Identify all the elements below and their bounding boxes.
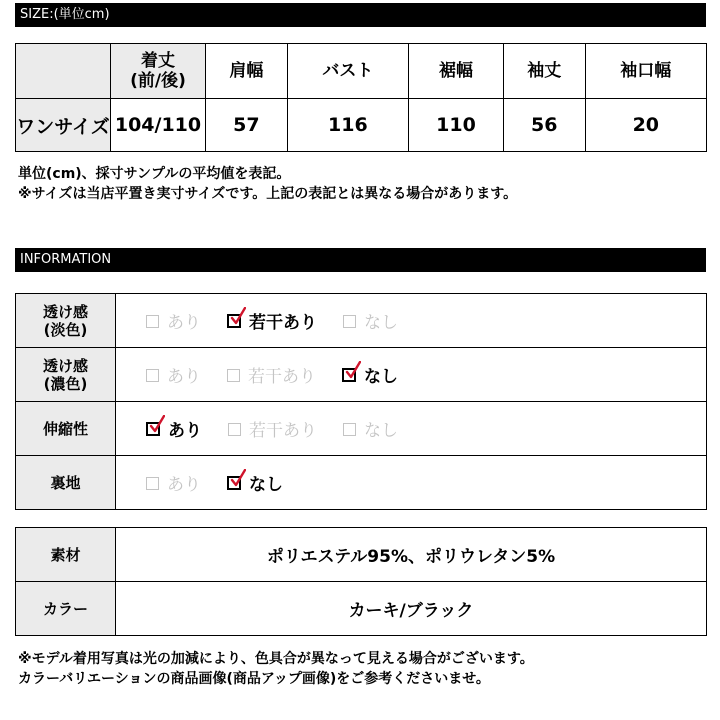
info-option-label: なし [249,475,283,495]
size-header-cell: 着丈 (前/後) [111,44,206,99]
info-option [227,362,316,387]
size-note-line: 単位(cm)、採寸サンプルの平均値を表記。 [18,166,291,182]
size-table-header-row [16,44,707,99]
info-option [146,416,202,441]
info-table [15,293,707,510]
info-option-label: なし [364,313,398,333]
footer-note-line: カラーバリエーションの商品画像(商品アップ画像)をご参考くださいませ。 [18,671,490,687]
footer-note-line: ※モデル着用写真は光の加減により、色具合が異なって見える場合がございます。 [18,651,534,667]
material-label: 素材 [16,528,116,582]
info-option-label: あり [167,313,201,333]
size-header-cell: 袖口幅 [585,44,706,99]
info-option-label: 若干あり [248,367,316,387]
size-notes [18,164,517,204]
empty-checkbox-icon [146,369,159,382]
info-option [343,416,398,441]
size-header-cell: 肩幅 [206,44,288,99]
size-header-bar: SIZE:(単位cm) [15,3,706,27]
info-option [228,416,317,441]
info-row-label: 伸縮性 [16,402,116,456]
red-check-icon [149,415,165,433]
info-row [16,402,707,456]
empty-checkbox-icon [146,477,159,490]
info-options [116,402,707,456]
info-row-label: 裏地 [16,456,116,510]
info-option [146,470,201,495]
size-value-cell: 104/110 [111,99,206,152]
info-row [16,348,707,402]
empty-checkbox-icon [227,369,240,382]
info-row-label: 透け感 (淡色) [16,294,116,348]
info-option-label: 若干あり [249,313,317,333]
info-option-label: あり [167,367,201,387]
checked-checkbox-icon [227,314,241,328]
checked-checkbox-icon [146,422,160,436]
red-check-icon [345,361,361,379]
empty-checkbox-icon [343,423,356,436]
info-row [16,456,707,510]
color-label: カラー [16,582,116,636]
info-header-bar: INFORMATION [15,248,706,272]
empty-checkbox-icon [228,423,241,436]
info-option-label: あり [168,421,202,441]
info-row [16,294,707,348]
info-option [146,362,201,387]
size-value-cell: 56 [503,99,585,152]
checked-checkbox-icon [227,476,241,490]
size-note-line: ※サイズは当店平置き実寸サイズです。上記の表記とは異なる場合があります。 [18,186,518,202]
size-header-cell: 裾幅 [409,44,504,99]
size-value-cell: 116 [287,99,408,152]
empty-checkbox-icon [343,315,356,328]
size-header-cell: 袖丈 [503,44,585,99]
info-option-label: なし [364,367,398,387]
size-table-value-row [16,99,707,152]
empty-checkbox-icon [146,315,159,328]
info-options [116,348,707,402]
size-header-cell [16,44,111,99]
info-options [116,294,707,348]
size-value-cell: 110 [409,99,504,152]
info-row-label: 透け感 (濃色) [16,348,116,402]
info-option [227,470,283,495]
info-options [116,456,707,510]
material-row [16,528,707,582]
info-option [343,308,398,333]
size-value-cell: 20 [585,99,706,152]
footer-notes [18,649,534,689]
color-row [16,582,707,636]
red-check-icon [230,307,246,325]
info-option [227,308,317,333]
info-option-label: なし [364,421,398,441]
size-header-cell: バスト [287,44,408,99]
size-table [15,43,707,152]
info-option [342,362,398,387]
size-value-cell: 57 [206,99,288,152]
material-table [15,527,707,636]
checked-checkbox-icon [342,368,356,382]
color-value: カーキ/ブラック [116,582,707,636]
info-option [146,308,201,333]
info-option-label: 若干あり [249,421,317,441]
info-option-label: あり [167,475,201,495]
red-check-icon [230,469,246,487]
size-row-label: ワンサイズ [16,99,111,152]
material-value: ポリエステル95%、ポリウレタン5% [116,528,707,582]
